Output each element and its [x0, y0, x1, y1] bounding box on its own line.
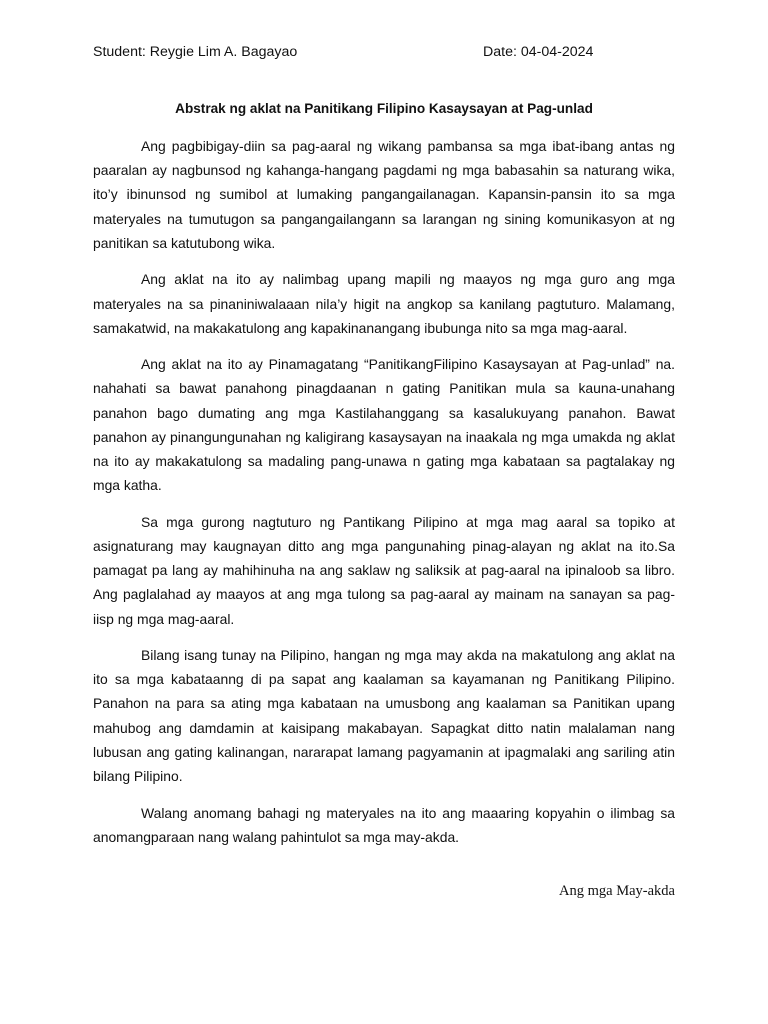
document-date: Date: 04-04-2024 [483, 44, 594, 60]
document-body [93, 134, 675, 861]
paragraph-6: Walang anomang bahagi ng materyales na ito ang maaaring kopyahin o ilimbag sa anomangparaan nang walang pahintulot sa mga may-akda. [93, 804, 675, 845]
document-header [93, 41, 675, 63]
signature-line: Ang mga May-akda [559, 883, 675, 899]
paragraph-1: Ang pagbibigay-diin sa pag-aaral ng wikang pambansa sa mga ibat-ibang antas ng paaralan ay nagbunsod ng kahanga-hangang pagdami ng mga babasahin sa naturang wika, ito’y ibinunsod ng sumibol at lumaking pangangailanagan. Kapansin-pansin ito sa mga materyales na tumutugon sa pangangailangann sa larangan ng sining komunikasyon at ng panitikan sa katutubong wika. [93, 138, 675, 251]
paragraph-4: Sa mga gurong nagtuturo ng Pantikang Pilipino at mga mag aaral sa topiko at asignaturang may kaugnayan ditto ang mga pangunahing pinag-alayan ng aklat na ito.Sa pamagat pa lang ay mahihinuha na ang saklaw ng saliksik at pag-aaral na ipinaloob sa libro. Ang paglalahad ay maayos at ang mga tulong sa pag-aaral ay mainam na sanayan sa pag-iisp ng mga mag-aaral. [93, 513, 675, 627]
student-name: Student: Reygie Lim A. Bagayao [93, 44, 298, 60]
paragraph-5: Bilang isang tunay na Pilipino, hangan ng mga may akda na makatulong ang aklat na ito sa mga kabataanng di pa sapat ang kaalaman sa kayamanan ng Panitikang Pilipino. Panahon na para sa ating mga kabataan na umusbong ang kaalaman sa Panitikan upang mahubog ang damdamin at kaisipang makabayan. Sapagkat ditto natin malalaman nang lubusan ang gating kalinangan, nararapat lamang pagyamanin at ipagmalaki ang sariling atin bilang Pilipino. [93, 647, 675, 785]
paragraph-2: Ang aklat na ito ay nalimbag upang mapili ng maayos ng mga guro ang mga materyales na sa pinaniniwalaaan nila’y higit na angkop sa kanilang pagtuturo. Malamang, samakatwid, na makakatulong ang kapakinanangang ibubunga nito sa mga mag-aaral. [93, 271, 675, 336]
paragraph-3: Ang aklat na ito ay Pinamagatang “PanitikangFilipino Kasaysayan at Pag-unlad” na. nahahati sa bawat panahong pinagdaanan n gating Panitikan mula sa kauna-unahang panahon bago dumating ang mga Kastilahanggang sa kasalukuyang panahon. Bawat panahon ay pinangungunahan ng kaligirang kasaysayan na inaakala ng mga umakda ng aklat na ito ay makakatulong sa madaling pang-unawa n gating mga kabataan sa pagtalakay ng mga katha. [93, 356, 675, 494]
document-title: Abstrak ng aklat na Panitikang Filipino Kasaysayan at Pag-unlad [175, 101, 593, 116]
